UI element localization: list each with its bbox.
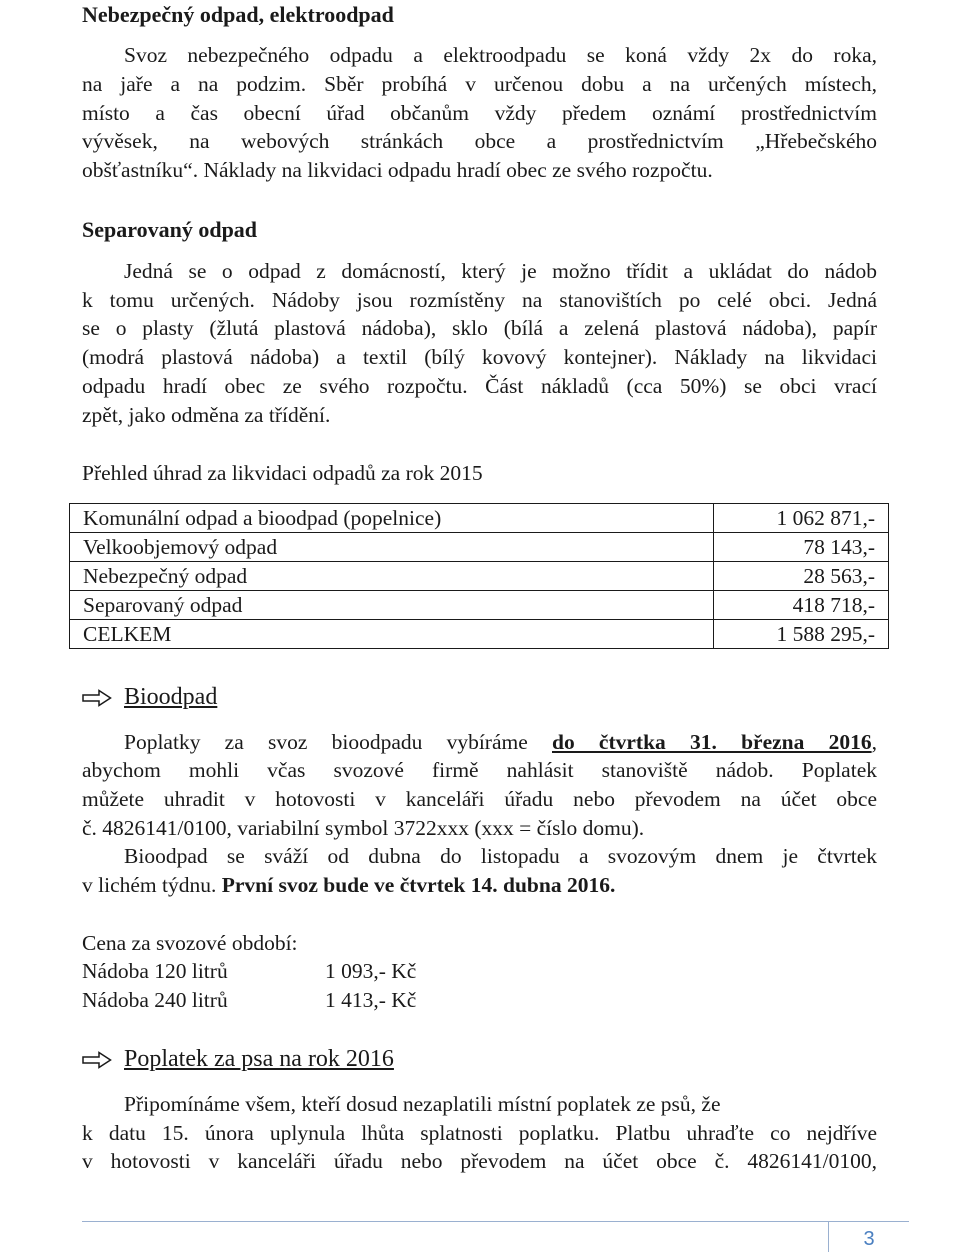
cost-item-name: Komunální odpad a bioodpad (popelnice) <box>70 504 714 533</box>
heading-hazardous-waste: Nebezpečný odpad, elektroodpad <box>82 2 394 27</box>
price-label: Nádoba 120 litrů <box>82 959 228 983</box>
table-row <box>70 504 889 533</box>
text-span: Poplatky za svoz bioodpadu vybíráme <box>124 730 552 754</box>
paragraph-line: můžete uhradit v hotovosti v kanceláři úřadu nebo převodem na účet obce <box>82 787 877 811</box>
paragraph-line: zpět, jako odměna za třídění. <box>82 403 331 427</box>
paragraph-line: Bioodpad se sváží od dubna do listopadu a svozovým dnem je čtvrtek <box>124 844 877 868</box>
cost-item-amount: 78 143,- <box>714 533 889 562</box>
section-title-bioodpad: Bioodpad <box>124 684 218 710</box>
paragraph-line <box>124 728 877 757</box>
table-row <box>70 562 889 591</box>
paragraph-line: v hotovosti v kanceláři úřadu nebo převodem na účet obce č. 4826141/0100, <box>82 1149 877 1173</box>
price-label: Nádoba 240 litrů <box>82 988 228 1012</box>
table-row <box>70 591 889 620</box>
price-value: 1 413,- Kč <box>325 988 417 1012</box>
cost-item-name: Separovaný odpad <box>70 591 714 620</box>
overview-title: Přehled úhrad za likvidaci odpadů za rok 2015 <box>82 461 483 485</box>
heading-separated-waste: Separovaný odpad <box>82 217 258 242</box>
paragraph-line: k tomu určených. Nádoby jsou rozmístěny na stanovištích po celé obci. Jedná <box>82 288 877 312</box>
paragraph-line: (modrá plastová nádoba) a textil (bílý kovový kontejner). Náklady na likvidaci <box>82 345 877 369</box>
cost-total-amount: 1 588 295,- <box>714 620 889 649</box>
cost-total-label: CELKEM <box>70 620 714 649</box>
cost-item-name: Nebezpečný odpad <box>70 562 714 591</box>
table-row <box>70 620 889 649</box>
cost-item-amount: 28 563,- <box>714 562 889 591</box>
deadline-text: do čtvrtka 31. března 2016 <box>552 730 872 754</box>
paragraph-line: na jaře a na podzim. Sběr probíhá v určenou dobu a na určených místech, <box>82 72 877 96</box>
paragraph-line: abychom mohli včas svozové firmě nahlásit stanoviště nádob. Poplatek <box>82 758 877 782</box>
price-title: Cena za svozové období: <box>82 931 298 955</box>
arrow-right-icon <box>82 689 112 707</box>
first-pickup-text: První svoz bude ve čtvrtek 14. dubna 2016. <box>221 873 616 897</box>
price-value: 1 093,- Kč <box>325 959 417 983</box>
cost-item-amount: 1 062 871,- <box>714 504 889 533</box>
paragraph-line <box>82 871 615 900</box>
paragraph-line: č. 4826141/0100, variabilní symbol 3722xxx (xxx = číslo domu). <box>82 816 645 840</box>
cost-item-name: Velkoobjemový odpad <box>70 533 714 562</box>
paragraph-line: k datu 15. února uplynula lhůta splatnosti poplatku. Platbu uhraďte co nejdříve <box>82 1121 877 1145</box>
text-span: , <box>871 730 877 754</box>
arrow-right-icon <box>82 1051 112 1069</box>
footer-rule <box>82 1221 828 1222</box>
paragraph-line: odpadu hradí obec ze svého rozpočtu. Část nákladů (cca 50%) se obci vrací <box>82 374 877 398</box>
cost-item-amount: 418 718,- <box>714 591 889 620</box>
paragraph-line: vývěsek, na webových stránkách obce a prostřednictvím „Hřebečského <box>82 129 877 153</box>
paragraph-line: místo a čas obecní úřad občanům vždy předem oznámí prostřednictvím <box>82 101 877 125</box>
paragraph-line: Jedná se o odpad z domácností, který je možno třídit a ukládat do nádob <box>124 259 877 283</box>
paragraph-line: Připomínáme všem, kteří dosud nezaplatili místní poplatek ze psů, že <box>124 1092 721 1116</box>
section-title-dog-fee: Poplatek za psa na rok 2016 <box>124 1046 394 1072</box>
text-span: v lichém týdnu. <box>82 873 222 897</box>
paragraph-line: obšťastníku“. Náklady na likvidaci odpadu hradí obec ze svého rozpočtu. <box>82 158 713 182</box>
table-row <box>70 533 889 562</box>
paragraph-line: se o plasty (žlutá plastová nádoba), sklo (bílá a zelená plastová nádoba), papír <box>82 316 877 340</box>
costs-table <box>69 503 889 649</box>
page-number: 3 <box>828 1221 909 1252</box>
paragraph-line: Svoz nebezpečného odpadu a elektroodpadu se koná vždy 2x do roka, <box>124 43 877 67</box>
